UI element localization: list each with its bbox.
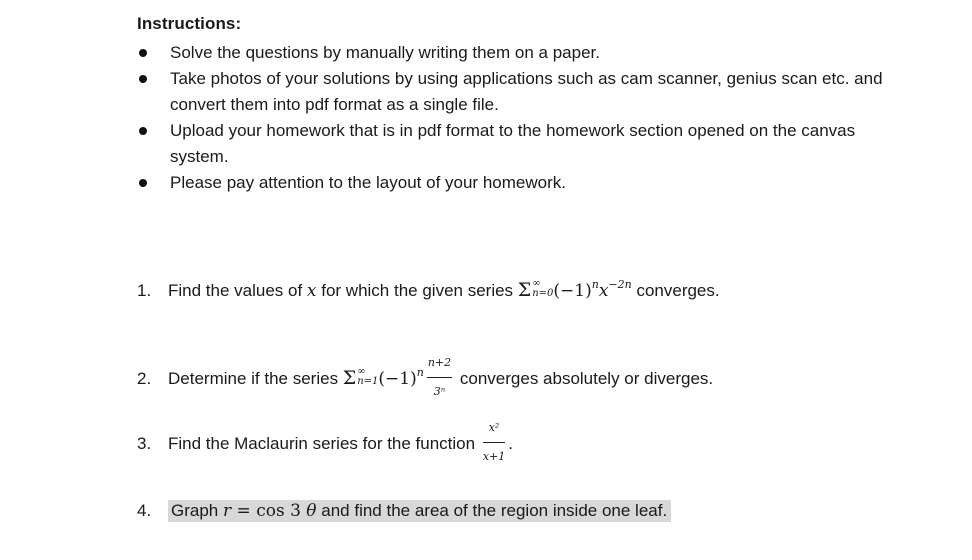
math-term: (−1): [553, 281, 592, 301]
instruction-text: Upload your homework that is in pdf format to the homework section opened on the canvas system.: [170, 121, 856, 166]
question-3: [137, 417, 513, 472]
math-equals: =: [231, 501, 257, 521]
question-2: [137, 352, 713, 407]
question-1: [137, 272, 720, 304]
instruction-text: Please pay attention to the layout of your homework.: [170, 173, 566, 192]
fraction-denominator: 3ⁿ: [433, 385, 446, 398]
question-text: .: [508, 433, 513, 453]
bullet-icon: [139, 127, 147, 135]
sum-lower: n=1: [357, 375, 379, 387]
question-text: Find the values of: [168, 281, 307, 300]
question-number: 1.: [137, 281, 152, 300]
instruction-item: [137, 40, 917, 66]
sum-upper: ∞: [357, 365, 366, 377]
question-number: 4.: [137, 501, 152, 520]
question-text: for which the given series: [316, 281, 518, 300]
fraction-numerator: x²: [483, 415, 505, 443]
bullet-icon: [139, 49, 147, 57]
sum-limits: [357, 367, 378, 387]
math-term: (−1): [378, 368, 417, 389]
question-number: 2.: [137, 368, 152, 388]
exponent: n: [416, 365, 424, 379]
bullet-icon: [139, 179, 147, 187]
sum-limits: [532, 279, 553, 299]
question-text: converges.: [631, 281, 720, 300]
instruction-item: [137, 118, 917, 170]
math-base: x: [598, 281, 609, 301]
question-text: converges absolutely or diverges.: [455, 368, 714, 388]
highlighted-question-text: [168, 500, 671, 522]
instruction-text: Take photos of your solutions by using applications such as cam scanner, genius scan etc. and convert them into pdf format as a single file.: [170, 69, 883, 114]
math-variable: r: [222, 501, 232, 521]
question-text: Graph: [171, 501, 223, 520]
instructions-list: [137, 40, 917, 196]
fraction: [427, 350, 452, 405]
instruction-item: [137, 66, 917, 118]
math-theta: θ: [306, 501, 317, 521]
math-function: cos 3: [256, 501, 307, 521]
instruction-item: [137, 170, 917, 196]
sigma-symbol: Σ: [342, 366, 357, 389]
question-number: 3.: [137, 433, 152, 453]
sigma-symbol: Σ: [517, 279, 532, 301]
sum-upper: ∞: [532, 277, 541, 289]
instruction-text: Solve the questions by manually writing them on a paper.: [170, 43, 600, 62]
fraction-numerator: n+2: [427, 350, 452, 378]
question-text: and find the area of the region inside one leaf.: [316, 501, 668, 520]
sum-lower: n=0: [532, 287, 554, 299]
instructions-heading: Instructions:: [137, 14, 242, 33]
math-variable: x: [306, 281, 317, 301]
question-text: Determine if the series: [168, 368, 343, 388]
fraction: [483, 415, 505, 470]
exponent: n: [591, 278, 599, 291]
exponent: −2n: [608, 278, 632, 291]
fraction-denominator: x+1: [482, 450, 506, 463]
bullet-icon: [139, 75, 147, 83]
question-4: [137, 498, 671, 524]
question-text: Find the Maclaurin series for the function: [168, 433, 480, 453]
